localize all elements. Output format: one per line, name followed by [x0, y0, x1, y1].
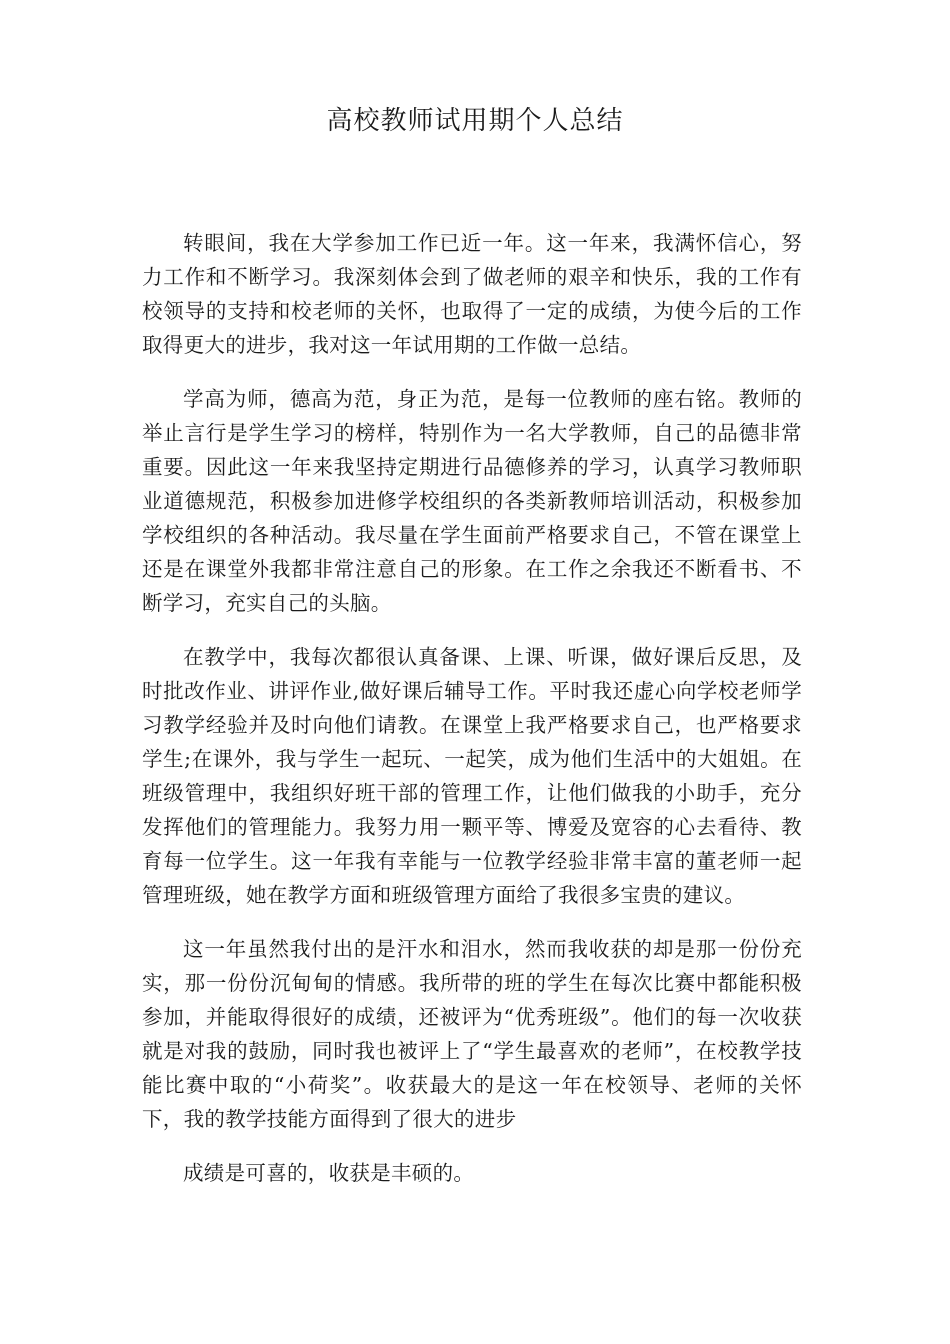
- document-body: [142, 226, 802, 1210]
- document-title: 高校教师试用期个人总结: [326, 106, 624, 136]
- paragraph: 在教学中，我每次都很认真备课、上课、听课，做好课后反思，及时批改作业、讲评作业,做好课后辅导工作。平时我还虚心向学校老师学习教学经验并及时向他们请教。在课堂上我严格要求自己，也严格要求学生;在课外，我与学生一起玩、一起笑，成为他们生活中的大姐姐。在班级管理中，我组织好班干部的管理工作，让他们做我的小助手，充分发挥他们的管理能力。我努力用一颗平等、博爱及宽容的心去看待、教育每一位学生。这一年我有幸能与一位教学经验非常丰富的董老师一起管理班级，她在教学方面和班级管理方面给了我很多宝贵的建议。: [142, 645, 802, 907]
- paragraph: 学高为师，德高为范，身正为范，是每一位教师的座右铭。教师的举止言行是学生学习的榜样，特别作为一名大学教师，自己的品德非常重要。因此这一年来我坚持定期进行品德修养的学习，认真学习教师职业道德规范，积极参加进修学校组织的各类新教师培训活动，积极参加学校组织的各种活动。我尽量在学生面前严格要求自己，不管在课堂上还是在课堂外我都非常注意自己的形象。在工作之余我还不断看书、不断学习，充实自己的头脑。: [142, 387, 802, 615]
- paragraph: 转眼间，我在大学参加工作已近一年。这一年来，我满怀信心，努力工作和不断学习。我深刻体会到了做老师的艰辛和快乐，我的工作有校领导的支持和校老师的关怀，也取得了一定的成绩，为使今后的工作取得更大的进步，我对这一年试用期的工作做一总结。: [142, 231, 802, 357]
- paragraph: 这一年虽然我付出的是汗水和泪水，然而我收获的却是那一份份充实，那一份份沉甸甸的情感。我所带的班的学生在每次比赛中都能积极参加，并能取得很好的成绩，还被评为“优秀班级”。他们的每一次收获就是对我的鼓励，同时我也被评上了“学生最喜欢的老师”，在校教学技能比赛中取的“小荷奖”。收获最大的是这一年在校领导、老师的关怀下，我的教学技能方面得到了很大的进步: [142, 937, 802, 1131]
- paragraph: 成绩是可喜的，收获是丰硕的。: [183, 1161, 475, 1185]
